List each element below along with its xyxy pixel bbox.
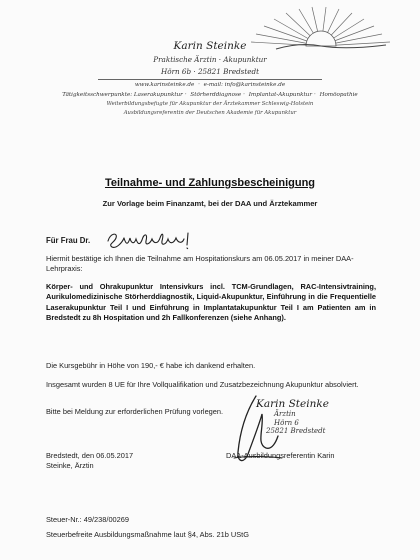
- paragraph-fee: Die Kursgebühr in Höhe von 190,- € habe ich dankend erhalten.: [46, 361, 256, 370]
- daa-role: DAA-Ausbildungsreferentin Karin: [226, 451, 335, 460]
- tax-exempt-note: Steuerbefreite Ausbildungsmaßnahme laut §4, Abs. 21b UStG: [46, 530, 249, 539]
- paragraph-note: Bitte bei Meldung zur erforderlichen Prüfung vorlegen.: [46, 407, 224, 416]
- document-subtitle: Zur Vorlage beim Finanzamt, bei der DAA und Ärztekammer: [102, 199, 318, 208]
- specialty-label: Tätigkeitsschwerpunkte:: [62, 92, 133, 98]
- letterhead-email[interactable]: info@karinsteinke.de: [224, 82, 286, 88]
- practice-stamp: [250, 398, 360, 436]
- specialty-item: Implantat-Akupunktur: [248, 92, 312, 98]
- paragraph-participation: Hiermit bestätige ich Ihnen die Teilnahme am Hospitationskurs am 06.05.2017 in meiner DAA-Lehrpraxis:: [46, 254, 354, 274]
- letterhead-divider: [98, 79, 322, 80]
- tax-number: Steuer-Nr.: 49/238/00269: [46, 515, 129, 524]
- salutation: Für Frau Dr.: [46, 236, 91, 245]
- letterhead-name: Karin Steinke: [173, 40, 247, 52]
- stamp-street: Hörn 6: [274, 418, 299, 427]
- letterhead-title: Praktische Ärztin · Akupunktur: [153, 55, 267, 64]
- stamp-name: Karin Steinke: [256, 398, 329, 410]
- letterhead-qualification: Weiterbildungsbefugte für Akupunktur der Ärztekammer Schleswig-Holstein: [106, 101, 314, 107]
- letterhead-email-label: e-mail:: [203, 82, 223, 88]
- letterhead-website[interactable]: www.karinsteinke.de: [134, 82, 195, 88]
- specialty-item: Störherddiagnose: [190, 92, 242, 98]
- paragraph-course-content: Körper- und Ohrakupunktur Intensivkurs incl. TCM-Grundlagen, RAC-Intensivtraining, Aurikulomedizinische Störherddiagnostik, Liquid-Akupunktur, Einführung in die Frequentielle Laserakupunktur Teil I und Einführung in Implantatakupunktur Teil I am Patienten am in Bredstedt zu 8h Hospitation und 2h Fallkonferenzen (siehe Anhang).: [46, 282, 376, 322]
- letterhead-specialties: Tätigkeitsschwerpunkte: Laserakupunktur · Störherddiagnose · Implantat-Akupunktur · Homöopathie: [62, 92, 358, 98]
- letterhead-address: Hörn 6b · 25821 Bredstedt: [160, 67, 259, 76]
- letterhead-contact: www.karinsteinke.de · e-mail: info@karinsteinke.de: [134, 82, 286, 88]
- letterhead-role: Ausbildungsreferentin der Deutschen Akademie für Akupunktur: [123, 110, 297, 116]
- stamp-city: 25821 Bredstedt: [266, 427, 326, 436]
- paragraph-units: Insgesamt wurden 8 UE für Ihre Vollqualifikation und Zusatzbezeichnung Akupunktur absolviert.: [46, 380, 359, 389]
- place-date: Bredstedt, den 06.05.2017: [46, 451, 134, 460]
- signer-name: Steinke, Ärztin: [46, 461, 94, 470]
- specialty-item: Homöopathie: [319, 92, 358, 98]
- handwritten-name-icon: [104, 229, 200, 251]
- document-title: Teilnahme- und Zahlungsbescheinigung: [104, 177, 316, 189]
- specialty-item: Laserakupunktur: [133, 92, 183, 98]
- stamp-title: Ärztin: [274, 410, 296, 418]
